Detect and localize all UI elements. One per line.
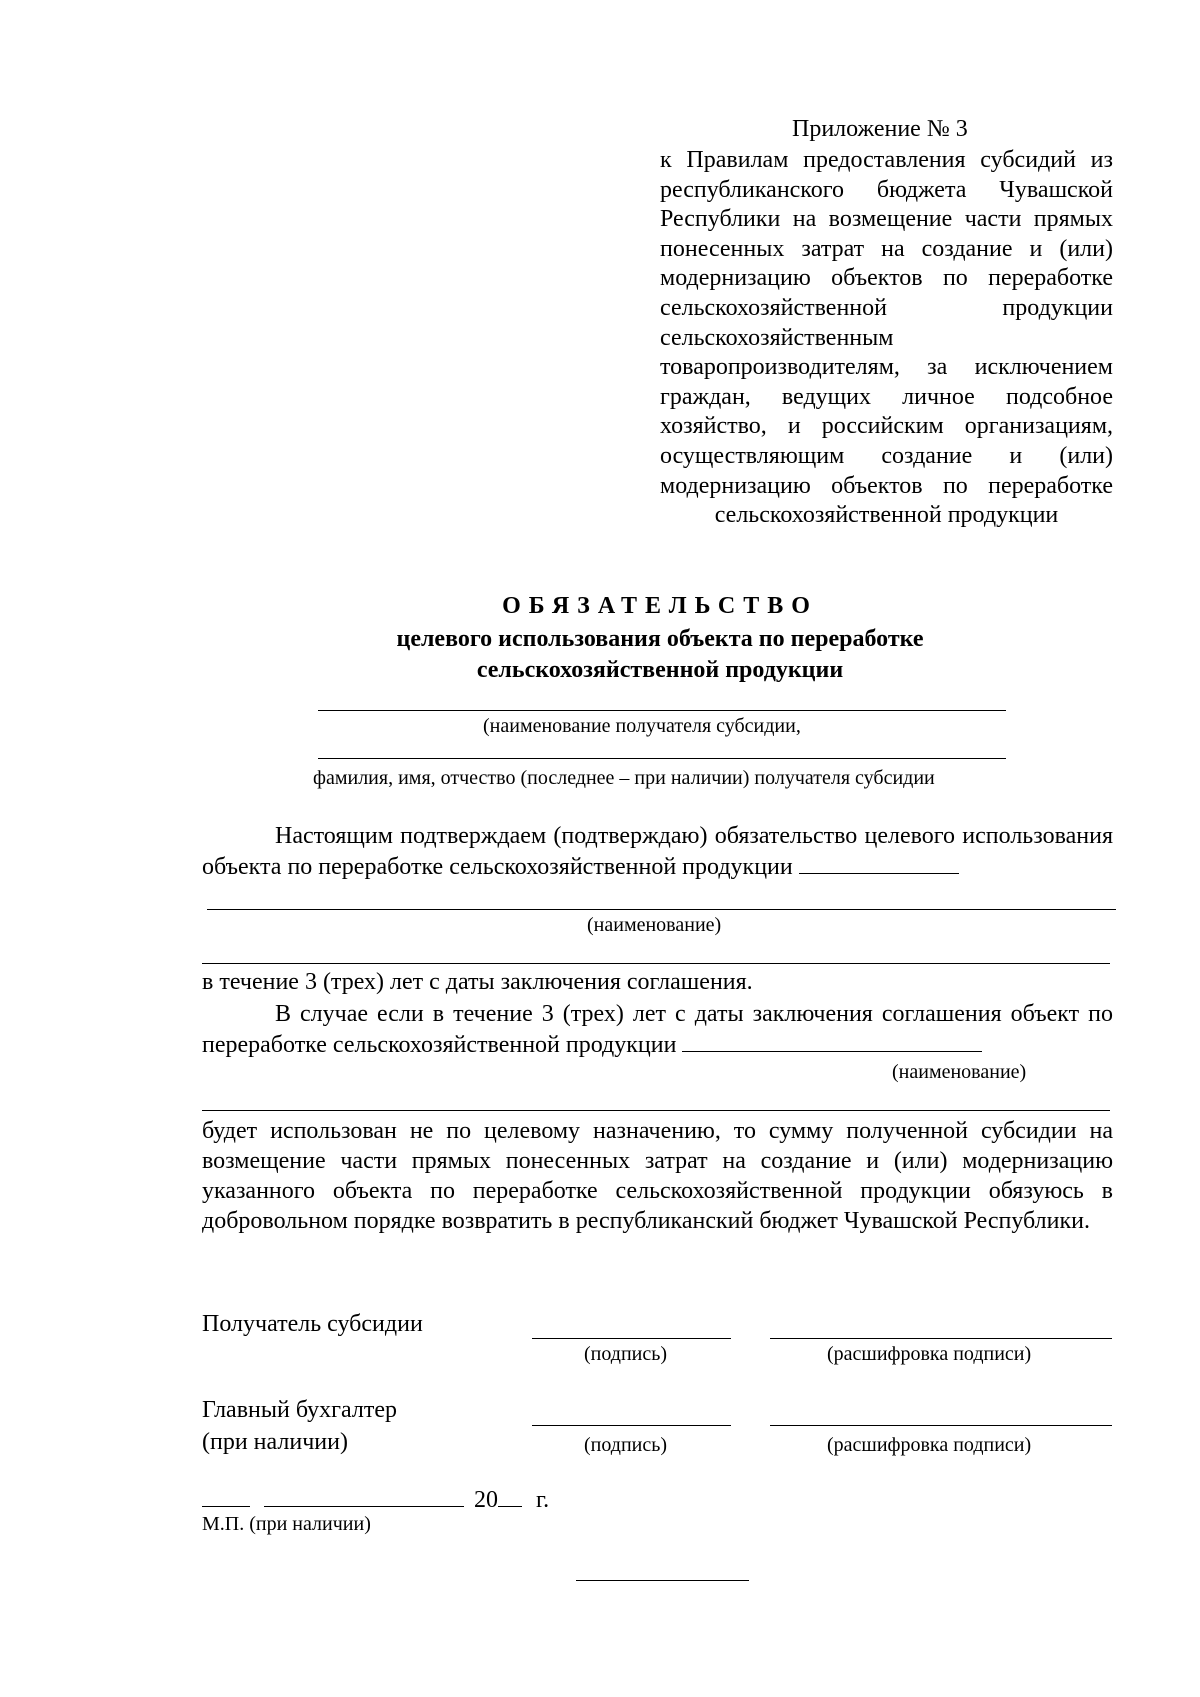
document-title: ОБЯЗАТЕЛЬСТВО: [502, 593, 818, 619]
date-day-blank: [202, 1484, 250, 1507]
period-line: в течение 3 (трех) лет с даты заключения соглашения.: [202, 969, 753, 995]
accountant-decode-caption: (расшифровка подписи): [827, 1434, 1032, 1456]
recipient-decode-line: [770, 1338, 1112, 1339]
date-line: [202, 1484, 549, 1514]
object-name-caption-1: (наименование): [587, 914, 722, 936]
document-subtitle: [0, 624, 1200, 686]
accountant-label-line-1: Главный бухгалтер: [202, 1397, 397, 1423]
recipient-name-blank-line: [318, 710, 1006, 711]
object-name-blank-inline-2: [682, 1029, 982, 1052]
recipient-signature-caption: (подпись): [584, 1343, 668, 1365]
accountant-label: [202, 1394, 397, 1458]
paragraph-misuse-condition: [202, 999, 1113, 1060]
date-year-prefix: 20: [474, 1487, 498, 1513]
accountant-signature-line: [532, 1425, 731, 1426]
object-name-blank-line-3: [202, 1110, 1110, 1111]
recipient-fio-blank-line: [318, 758, 1006, 759]
subtitle-line-2: сельскохозяйственной продукции: [476, 657, 844, 683]
date-year-blank: [498, 1484, 522, 1507]
paragraph-confirmation: [202, 821, 1113, 882]
footer-separator-line: [576, 1580, 749, 1581]
appendix-reference-text: к Правилам предоставления субсидий из республиканского бюджета Чувашской Республики на возмещение части прямых понесенных затрат на создание и (или) модернизацию объектов по переработке сельскохозяйственной продукции сельскохозяйственным товаропроизводителям, за исключением граждан, ведущих личное подсобное хозяйство, и российским организациям, осуществляющим создание и (или) модернизацию объектов по переработке сельскохозяйственной продукции: [660, 147, 1113, 529]
accountant-label-line-2: (при наличии): [202, 1429, 348, 1455]
recipient-decode-caption: (расшифровка подписи): [827, 1343, 1032, 1365]
subtitle-line-1: целевого использования объекта по переработке: [396, 626, 924, 652]
paragraph-refund-obligation: будет использован не по целевому назначению, то сумму полученной субсидии на возмещение части прямых понесенных затрат на создание и (или) модернизацию указанного объекта по переработке сельскохозяйственной продукции обязуюсь в добровольном порядке возвратить в республиканский бюджет Чувашской Республики.: [202, 1118, 1113, 1234]
object-name-blank-line-2: [202, 963, 1110, 964]
recipient-fio-caption: фамилия, имя, отчество (последнее – при наличии) получателя субсидии: [313, 767, 935, 789]
paragraph-confirmation-text: Настоящим подтверждаем (подтверждаю) обязательство целевого использования объекта по переработке сельскохозяйственной продукции: [202, 823, 1113, 880]
accountant-signature-caption: (подпись): [584, 1434, 668, 1456]
object-name-blank-line-1: [207, 909, 1116, 910]
object-name-caption-2: (наименование): [892, 1061, 1027, 1083]
date-year-suffix: г.: [536, 1487, 550, 1513]
appendix-title: Приложение № 3: [792, 116, 968, 142]
paragraph-misuse-condition-text: В случае если в течение 3 (трех) лет с даты заключения соглашения объект по переработке сельскохозяйственной продукции: [202, 1001, 1113, 1058]
recipient-label: Получатель субсидии: [202, 1311, 423, 1337]
accountant-decode-line: [770, 1425, 1112, 1426]
recipient-signature-line: [532, 1338, 731, 1339]
object-name-blank-inline: [799, 851, 959, 874]
date-month-blank: [264, 1484, 464, 1507]
stamp-note: М.П. (при наличии): [202, 1513, 371, 1535]
recipient-name-caption: (наименование получателя субсидии,: [483, 715, 801, 737]
